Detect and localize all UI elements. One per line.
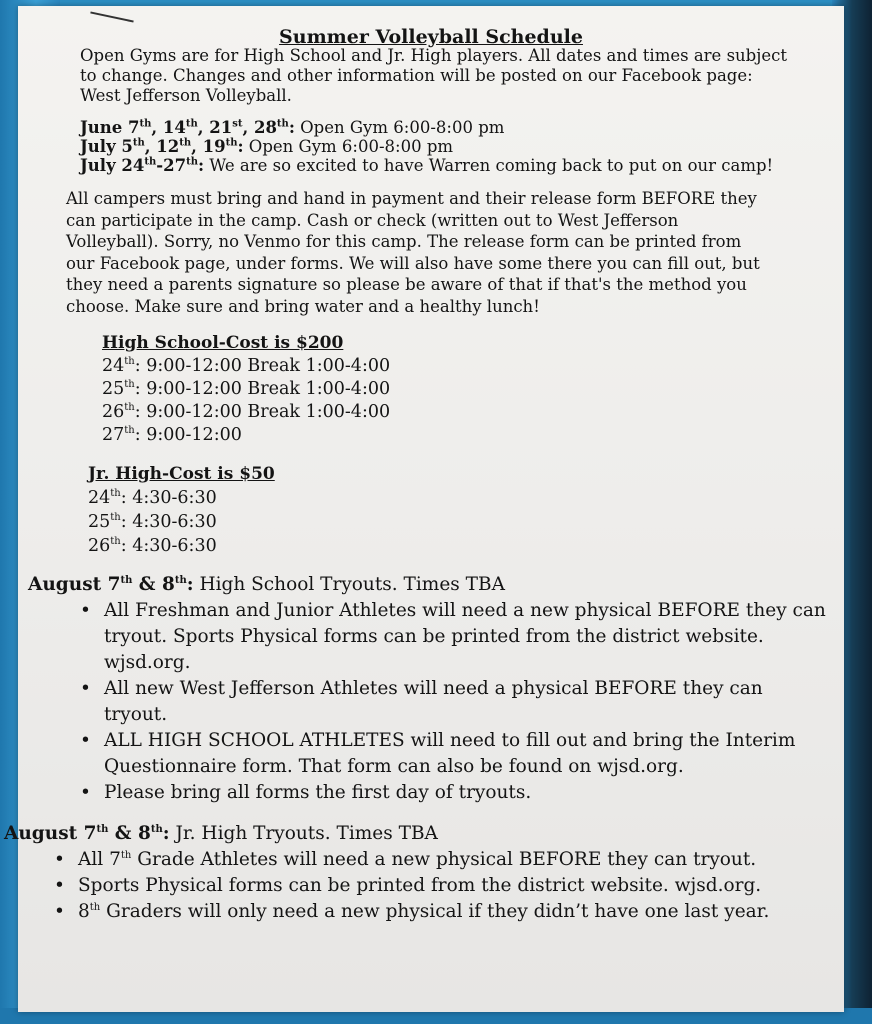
intro-line: West Jefferson Volleyball. [80,86,292,105]
bullet-icon: • [54,901,65,922]
list-item: • Sports Physical forms can be printed from the district website. wjsd.org. [52,873,834,899]
bullet-icon: • [54,875,65,896]
camp-line: they need a parents signature so please be aware of that if that's the method you [66,275,747,295]
jh-tryouts-list [52,847,834,925]
date-line-june: June 7th, 14th, 21st, 28th: Open Gym 6:00-8:00 pm [80,118,505,137]
open-gym-dates [80,118,820,175]
camp-info-paragraph [66,188,826,318]
page-title: Summer Volleyball Schedule [279,26,583,48]
camp-line: choose. Make sure and bring water and a healthy lunch! [66,296,540,316]
date-line-july: July 5th, 12th, 19th: Open Gym 6:00-8:00 pm [80,137,454,156]
high-school-tryouts-section [28,572,828,806]
schedule-row: 27th: 9:00-12:00 [102,425,242,445]
schedule-row: 26th: 9:00-12:00 Break 1:00-4:00 [102,402,391,422]
camp-line: All campers must bring and hand in payment and their release form BEFORE they [66,189,757,208]
intro-line: Open Gyms are for High School and Jr. High players. All dates and times are subject [80,46,787,65]
schedule-row: 25th: 9:00-12:00 Break 1:00-4:00 [102,379,391,399]
bullet-icon: • [80,678,91,699]
hs-tryouts-heading: August 7th & 8th: High School Tryouts. Times TBA [28,574,505,595]
list-item: • ALL HIGH SCHOOL ATHLETES will need to fill out and bring the Interim Questionnaire form. That form can also be found on wjsd.org. [80,730,796,777]
jr-high-camp-schedule [88,462,275,558]
list-item: • All Freshman and Junior Athletes will need a new physical BEFORE they can tryout. Sports Physical forms can be printed from the district website. wjsd.org. [80,600,826,673]
jr-high-tryouts-section [4,821,834,925]
schedule-row: 25th: 4:30-6:30 [88,512,217,532]
list-item: • All 7th Grade Athletes will need a new physical BEFORE they can tryout. [52,847,834,873]
bullet-icon: • [80,730,91,751]
bullet-icon: • [80,782,91,803]
schedule-row: 24th: 4:30-6:30 [88,488,217,508]
jr-high-cost-heading: Jr. High-Cost is $50 [88,464,275,484]
bullet-icon: • [80,600,91,621]
camp-line: Volleyball). Sorry, no Venmo for this camp. The release form can be printed from [66,232,742,252]
date-line-camp: July 24th-27th: We are so excited to have Warren coming back to put on our camp! [80,156,774,175]
high-school-camp-schedule [102,332,390,447]
schedule-row: 26th: 4:30-6:30 [88,536,217,556]
schedule-row: 24th: 9:00-12:00 Break 1:00-4:00 [102,356,391,376]
bullet-icon: • [54,849,65,870]
schedule-paper [4,6,844,1012]
jh-tryouts-heading: August 7th & 8th: Jr. High Tryouts. Times TBA [4,823,438,844]
camp-line: can participate in the camp. Cash or check (written out to West Jefferson [66,210,679,230]
hs-tryouts-list [78,598,828,806]
list-item: • 8th Graders will only need a new physical if they didn’t have one last year. [52,899,834,925]
high-school-cost-heading: High School-Cost is $200 [102,333,344,353]
intro-line: to change. Changes and other information will be posted on our Facebook page: [80,66,753,85]
list-item: • Please bring all forms the first day of tryouts. [78,780,828,806]
list-item: • All new West Jefferson Athletes will need a physical BEFORE they can tryout. [80,678,763,725]
pen-mark [90,11,133,22]
intro-paragraph [80,46,820,106]
camp-line: our Facebook page, under forms. We will also have some there you can fill out, but [66,253,760,273]
